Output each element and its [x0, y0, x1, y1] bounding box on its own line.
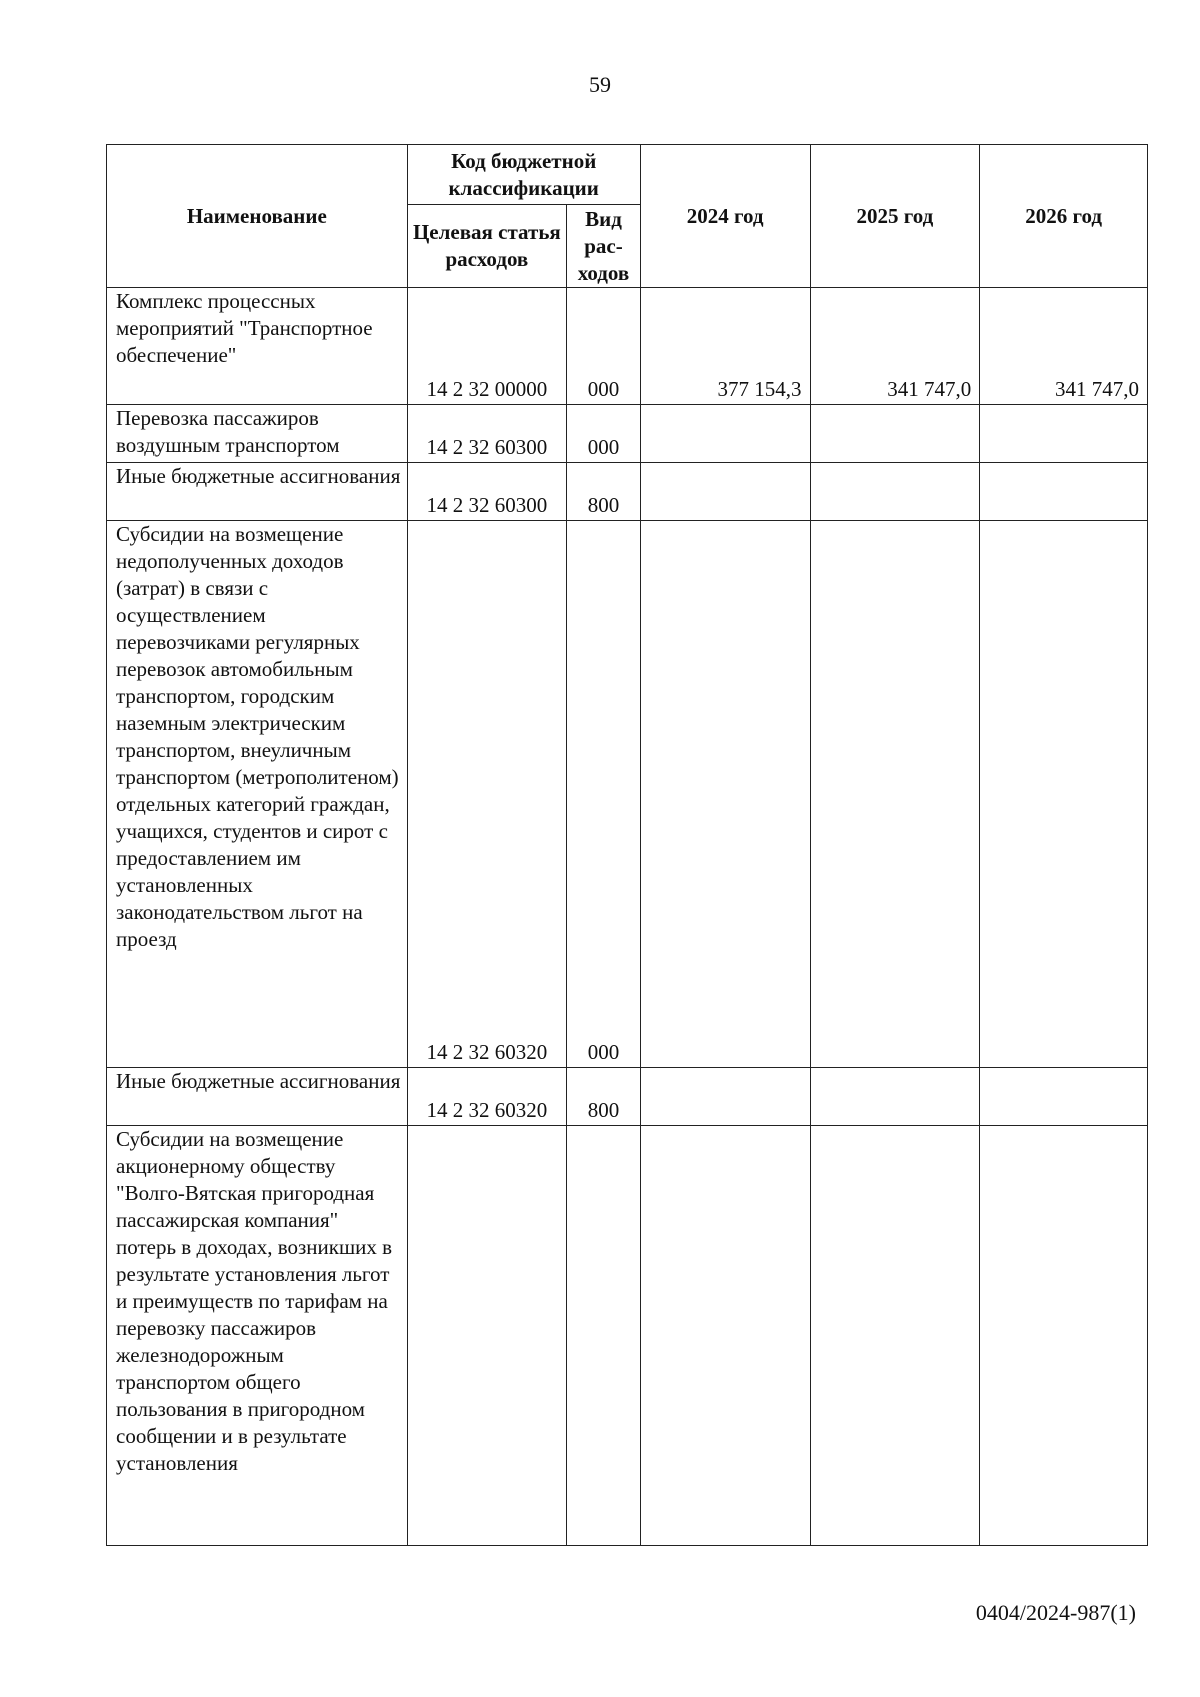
row-expense-type [567, 1126, 641, 1546]
row-name: Иные бюджетные ассигнования [107, 463, 408, 521]
row-amount-2024 [640, 463, 810, 521]
row-target-item: 14 2 32 60300 [407, 405, 567, 463]
header-name: Наименование [107, 145, 408, 288]
row-amount-2024 [640, 405, 810, 463]
table-row [107, 405, 1148, 463]
table-row [107, 288, 1148, 405]
row-amount-2025 [810, 1068, 980, 1126]
row-name: Субсидии на возмещение недополученных доходов (затрат) в связи с осуществлением перевозчиками регулярных перевозок автомобильным транспортом, городским наземным электрическим транспортом, внеуличным транспортом (метрополитеном) отдельных категорий граждан, учащихся, студентов и сирот с предоставлением им установленных законодательством льгот на проезд [107, 521, 408, 1068]
row-expense-type: 000 [567, 288, 641, 405]
row-amount-2026 [980, 1126, 1148, 1546]
row-name: Субсидии на возмещение акционерному обществу "Волго-Вятская пригородная пассажирская компания" потерь в доходах, возникших в результате установления льгот и преимуществ по тарифам на перевозку пассажиров железнодорожным транспортом общего пользования в пригородном сообщении и в результате установления [107, 1126, 408, 1546]
row-expense-type: 000 [567, 405, 641, 463]
header-year-2024: 2024 год [640, 145, 810, 288]
row-amount-2026 [980, 521, 1148, 1068]
row-amount-2025: 341 747,0 [810, 288, 980, 405]
page-number: 59 [589, 72, 611, 97]
table-header [107, 145, 1148, 288]
document-code: 0404/2024-987(1) [975, 1600, 1136, 1625]
row-amount-2024: 377 154,3 [640, 288, 810, 405]
table-row [107, 463, 1148, 521]
row-expense-type: 800 [567, 463, 641, 521]
row-amount-2026: 341 747,0 [980, 288, 1148, 405]
row-name: Перевозка пассажиров воздушным транспортом [107, 405, 408, 463]
row-target-item [407, 1126, 567, 1546]
row-amount-2026 [980, 405, 1148, 463]
header-year-2026: 2026 год [980, 145, 1148, 288]
row-amount-2024 [640, 521, 810, 1068]
row-name: Иные бюджетные ассигнования [107, 1068, 408, 1126]
row-target-item: 14 2 32 00000 [407, 288, 567, 405]
row-amount-2024 [640, 1068, 810, 1126]
row-amount-2025 [810, 521, 980, 1068]
row-amount-2025 [810, 405, 980, 463]
header-expense-type: Вид рас-ходов [567, 205, 641, 288]
table-row [107, 1068, 1148, 1126]
row-amount-2026 [980, 1068, 1148, 1126]
row-amount-2024 [640, 1126, 810, 1546]
table-body [107, 288, 1148, 1546]
row-expense-type: 800 [567, 1068, 641, 1126]
table-row [107, 521, 1148, 1068]
header-year-2025: 2025 год [810, 145, 980, 288]
row-amount-2025 [810, 1126, 980, 1546]
table-row [107, 1126, 1148, 1546]
header-target-item: Целевая статья расходов [407, 205, 567, 288]
row-name: Комплекс процессных мероприятий "Транспортное обеспечение" [107, 288, 408, 405]
row-target-item: 14 2 32 60320 [407, 521, 567, 1068]
row-expense-type: 000 [567, 521, 641, 1068]
row-amount-2026 [980, 463, 1148, 521]
header-code-group: Код бюджетной классификации [407, 145, 640, 205]
row-target-item: 14 2 32 60320 [407, 1068, 567, 1126]
row-amount-2025 [810, 463, 980, 521]
budget-table [106, 144, 1148, 1546]
row-target-item: 14 2 32 60300 [407, 463, 567, 521]
